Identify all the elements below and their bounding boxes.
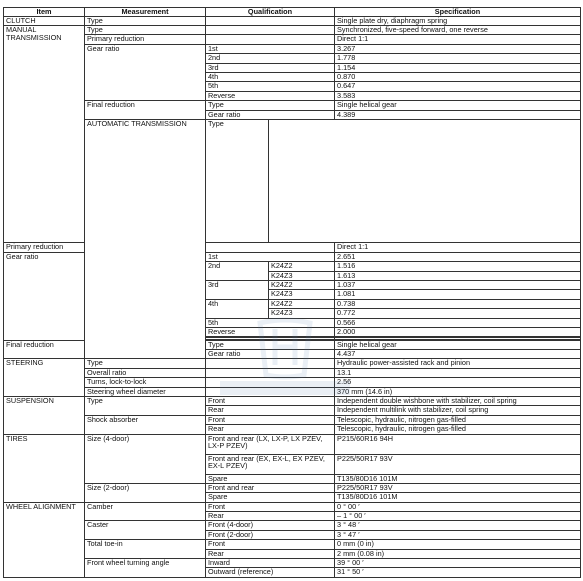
qualification: Rear [206, 549, 335, 558]
measurement: Primary reduction [4, 243, 85, 252]
specification: 2.56 [335, 378, 581, 387]
measurement: Turns, lock-to-lock [85, 378, 206, 387]
specification: T135/80D16 101M [335, 493, 581, 502]
qualification: Rear [206, 406, 335, 415]
specification: 3.583 [335, 91, 581, 100]
qualification: Inward [206, 559, 335, 568]
measurement: Overall ratio [85, 368, 206, 377]
measurement: Final reduction [4, 340, 85, 359]
engine-code: K24Z3 [269, 271, 335, 280]
qualification: Spare [206, 474, 335, 483]
specification: 39 ° 00 ′ [335, 559, 581, 568]
specification: 1.613 [335, 271, 581, 280]
qualification: Type [206, 101, 335, 110]
qualification: Type [206, 340, 335, 349]
qualification: 1st [206, 44, 335, 53]
specification: 0.566 [335, 318, 581, 327]
qualification: Front and rear (EX, EX-L, EX PZEV, EX-L PZEV) [206, 454, 335, 474]
measurement: Size (2-door) [85, 483, 206, 502]
qualification [206, 16, 335, 25]
specification: Single plate dry, diaphragm spring [335, 16, 581, 25]
specification: 3.267 [335, 44, 581, 53]
qualification [206, 243, 335, 252]
qualification: 4th [206, 299, 269, 318]
specification: Direct 1:1 [335, 35, 581, 44]
specification: 0.738 [335, 299, 581, 308]
measurement: Type [85, 396, 206, 415]
measurement: Front wheel turning angle [85, 559, 206, 578]
qualification: 5th [206, 318, 335, 327]
table-row [4, 387, 581, 396]
specification: Single helical gear [335, 101, 581, 110]
qualification: Front [206, 415, 335, 424]
measurement: Type [85, 359, 206, 368]
engine-code: K24Z2 [269, 281, 335, 290]
qualification: Spare [206, 493, 335, 502]
specification: P225/50R17 93V [335, 454, 581, 474]
specification: 0.647 [335, 82, 581, 91]
qualification: 1st [206, 252, 335, 261]
table-row [4, 16, 581, 25]
qualification: Front [206, 540, 335, 549]
qualification [206, 387, 335, 396]
header-row [4, 8, 581, 17]
qualification [206, 378, 335, 387]
qualification: Front and rear [206, 483, 335, 492]
specification: 2 mm (0.08 in) [335, 549, 581, 558]
measurement: Type [206, 119, 269, 243]
specification: 1.037 [335, 281, 581, 290]
specification: 3 ° 47 ′ [335, 530, 581, 539]
table-row [4, 540, 581, 549]
qualification [206, 359, 335, 368]
specification: 4.437 [335, 349, 581, 358]
table-row [4, 434, 581, 454]
specification: 0.772 [335, 309, 581, 318]
qualification [206, 35, 335, 44]
specification: 0.870 [335, 73, 581, 82]
qualification: Front [206, 396, 335, 405]
table-row [4, 415, 581, 424]
qualification: Reverse [206, 327, 335, 336]
header-qualification: Qualification [206, 8, 335, 17]
item-manual-transmission: MANUAL TRANSMISSION [4, 26, 85, 243]
qualification: Front [206, 502, 335, 511]
measurement: Gear ratio [4, 252, 85, 340]
header-specification: Specification [335, 8, 581, 17]
qualification: Reverse [206, 91, 335, 100]
qualification: Outward (reference) [206, 568, 335, 578]
table-row [4, 119, 581, 243]
specification: Synchronized, five-speed forward, one reverse [335, 26, 581, 35]
table-row [4, 559, 581, 568]
item-steering: STEERING [4, 359, 85, 397]
specification: T135/80D16 101M [335, 474, 581, 483]
qualification: 3rd [206, 281, 269, 300]
specification: 1.081 [335, 290, 581, 299]
qualification: 5th [206, 82, 335, 91]
table-row [4, 521, 581, 530]
item-clutch: CLUTCH [4, 16, 85, 25]
table-row [4, 378, 581, 387]
engine-code: K24Z2 [269, 262, 335, 271]
table-row [4, 44, 581, 53]
specification: 0 mm (0 in) [335, 540, 581, 549]
specification: 0 ° 00 ′ [335, 502, 581, 511]
qualification: Rear [206, 425, 335, 434]
engine-code: K24Z3 [269, 290, 335, 299]
table-row [4, 359, 581, 368]
specification: Single helical gear [335, 340, 581, 349]
spec-table [3, 7, 581, 578]
specification: 2.000 [335, 327, 581, 336]
specification: 4.389 [335, 110, 581, 119]
specification: 1.154 [335, 63, 581, 72]
engine-code: K24Z3 [269, 309, 335, 318]
measurement: Steering wheel diameter [85, 387, 206, 396]
table-row [4, 502, 581, 511]
qualification: 2nd [206, 262, 269, 281]
qualification: 3rd [206, 63, 335, 72]
measurement: Caster [85, 521, 206, 540]
specification: Independent multilink with stabilizer, coil spring [335, 406, 581, 415]
specification: 31 ° 50 ′ [335, 568, 581, 578]
qualification: Front (4-door) [206, 521, 335, 530]
qualification [269, 119, 581, 243]
specification: P215/60R16 94H [335, 434, 581, 454]
table-row [4, 35, 581, 44]
engine-code: K24Z2 [269, 299, 335, 308]
item-automatic-transmission: AUTOMATIC TRANSMISSION [85, 119, 206, 358]
specification: 13.1 [335, 368, 581, 377]
measurement: Total toe-in [85, 540, 206, 559]
table-row [4, 483, 581, 492]
measurement: Shock absorber [85, 415, 206, 434]
qualification: Gear ratio [206, 349, 335, 358]
specification: 3 ° 48 ′ [335, 521, 581, 530]
specification: P225/50R17 93V [335, 483, 581, 492]
measurement: Type [85, 26, 206, 35]
item-suspension: SUSPENSION [4, 396, 85, 434]
qualification: Gear ratio [206, 110, 335, 119]
specification: Independent double wishbone with stabilizer, coil spring [335, 396, 581, 405]
table-row [4, 368, 581, 377]
qualification: 2nd [206, 54, 335, 63]
qualification [206, 368, 335, 377]
measurement: Type [85, 16, 206, 25]
measurement: Gear ratio [85, 44, 206, 100]
item-wheel-alignment: WHEEL ALIGNMENT [4, 502, 85, 577]
specification: Telescopic, hydraulic, nitrogen gas-filled [335, 415, 581, 424]
table-row [4, 26, 581, 35]
specification: Telescopic, hydraulic, nitrogen gas-filled [335, 425, 581, 434]
measurement: Size (4-door) [85, 434, 206, 483]
item-tires: TIRES [4, 434, 85, 502]
specification: 370 mm (14.6 in) [335, 387, 581, 396]
qualification: 4th [206, 73, 335, 82]
measurement: Camber [85, 502, 206, 521]
specification: Hydraulic power-assisted rack and pinion [335, 359, 581, 368]
qualification: Front (2-door) [206, 530, 335, 539]
specification: 1.778 [335, 54, 581, 63]
qualification: Front and rear (LX, LX-P, LX PZEV, LX-P PZEV) [206, 434, 335, 454]
specification: Direct 1:1 [335, 243, 581, 252]
specification: – 1 ° 00 ′ [335, 512, 581, 521]
header-measurement: Measurement [85, 8, 206, 17]
specification: 2.651 [335, 252, 581, 261]
specification: 1.516 [335, 262, 581, 271]
table-row [4, 101, 581, 110]
measurement: Final reduction [85, 101, 206, 120]
qualification: Rear [206, 512, 335, 521]
table-row [4, 396, 581, 405]
header-item: Item [4, 8, 85, 17]
measurement: Primary reduction [85, 35, 206, 44]
qualification [206, 26, 335, 35]
